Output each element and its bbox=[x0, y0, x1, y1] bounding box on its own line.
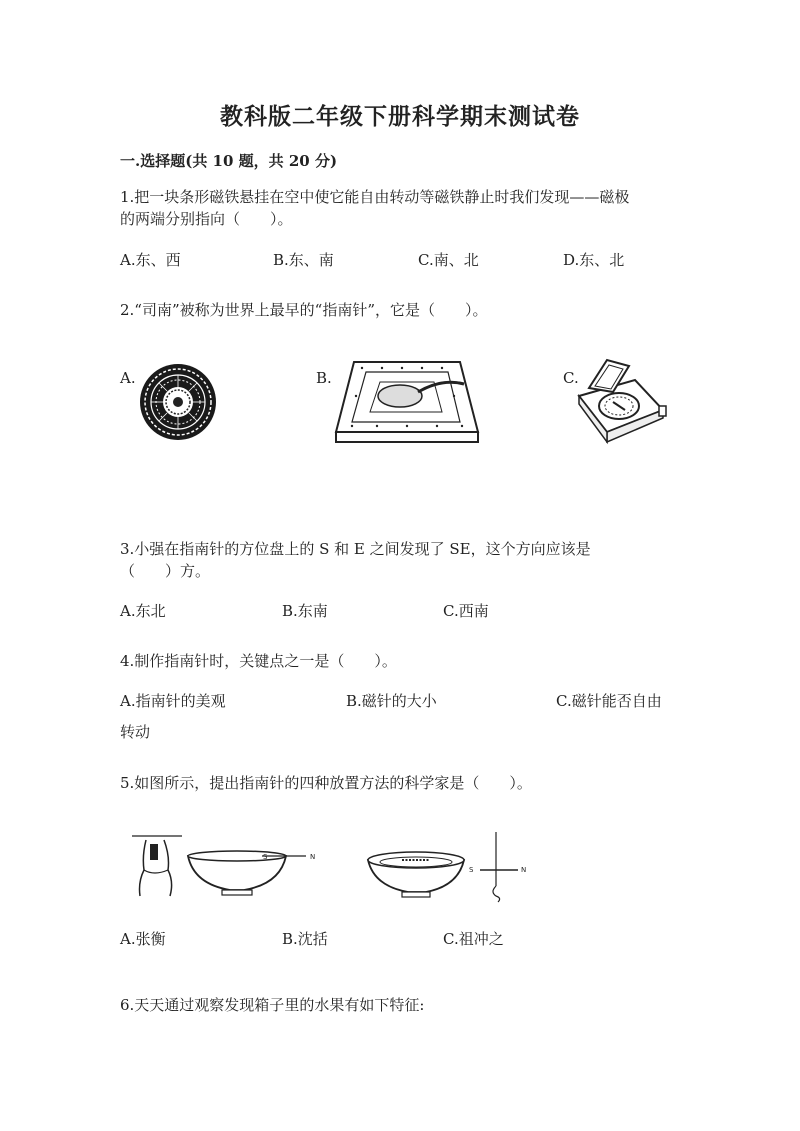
q4-option-b: B.磁针的大小 bbox=[346, 692, 437, 710]
fig-label-s-2: S bbox=[469, 866, 474, 874]
question-6-text: 6.天天通过观察发现箱子里的水果有如下特征: bbox=[120, 996, 425, 1014]
question-1-line-1: 1.把一块条形磁铁悬挂在空中使它能自由转动等磁铁静止时我们发现——磁极 bbox=[120, 188, 630, 206]
q1-option-b: B.东、南 bbox=[273, 251, 334, 269]
page-title: 教科版二年级下册科学期末测试卷 bbox=[220, 103, 580, 130]
question-3-line-1: 3.小强在指南针的方位盘上的 S 和 E 之间发现了 SE，这个方向应该是 bbox=[120, 540, 591, 558]
q1-option-c: C.南、北 bbox=[418, 251, 479, 269]
si-nan-spoon-image bbox=[332, 356, 480, 448]
q3-option-c: C.西南 bbox=[443, 602, 489, 620]
q4-option-c-wrap: 转动 bbox=[120, 723, 151, 741]
q5-option-c: C.祖冲之 bbox=[443, 930, 504, 948]
q4-option-c: C.磁针能否自由 bbox=[556, 692, 662, 710]
fig-label-n-1: N bbox=[310, 853, 316, 861]
fig-label-s-1: S bbox=[263, 853, 268, 861]
fig-label-n-2: N bbox=[521, 866, 527, 874]
section-heading: 一.选择题(共 10 题，共 20 分) bbox=[120, 152, 338, 170]
question-2-text: 2.“司南”被称为世界上最早的“指南针”，它是（ ）。 bbox=[120, 301, 488, 319]
q1-option-d: D.东、北 bbox=[563, 251, 625, 269]
question-1-line-2: 的两端分别指向（ ）。 bbox=[120, 210, 293, 228]
q2-option-c: C. bbox=[563, 369, 579, 387]
q3-option-b: B.东南 bbox=[282, 602, 328, 620]
q1-option-a: A.东、西 bbox=[120, 251, 181, 269]
q4-option-a: A.指南针的美观 bbox=[120, 692, 226, 710]
q2-option-a: A. bbox=[120, 369, 136, 387]
question-4-text: 4.制作指南针时，关键点之一是（ ）。 bbox=[120, 652, 397, 670]
q5-option-a: A.张衡 bbox=[120, 930, 166, 948]
compass-image bbox=[575, 352, 667, 448]
patterned-disk-image bbox=[138, 356, 218, 448]
q5-option-b: B.沈括 bbox=[282, 930, 328, 948]
question-5-text: 5.如图所示，提出指南针的四种放置方法的科学家是（ ）。 bbox=[120, 774, 532, 792]
q2-option-b: B. bbox=[316, 369, 332, 387]
question-3-line-2: （ ）方。 bbox=[120, 562, 211, 580]
q3-option-a: A.东北 bbox=[120, 602, 166, 620]
